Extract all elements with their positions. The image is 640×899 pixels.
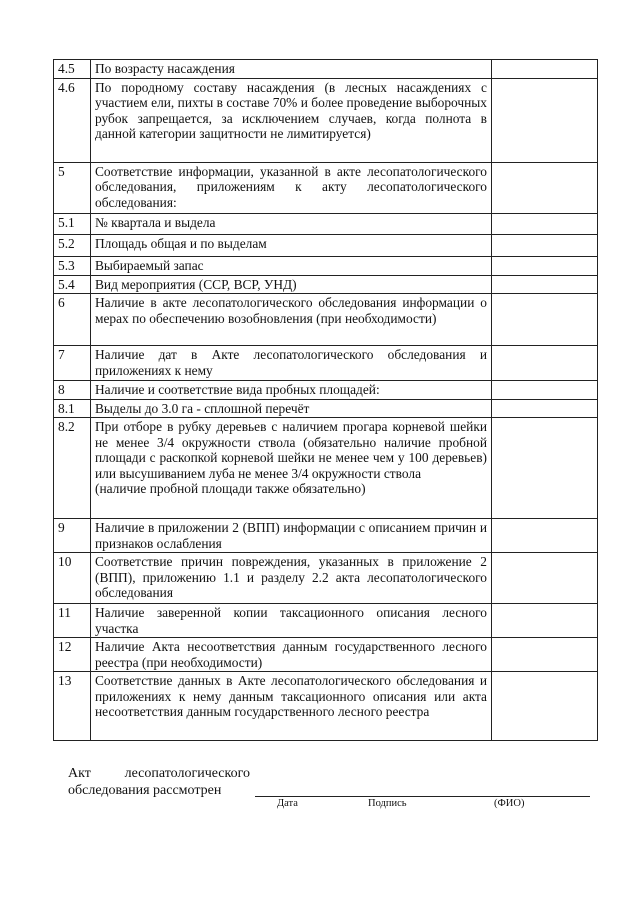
row-text: Вид мероприятия (ССР, ВСР, УНД): [91, 275, 492, 294]
row-number: 6: [54, 294, 91, 346]
row-result-cell: [492, 294, 598, 346]
row-result-cell: [492, 275, 598, 294]
row-result-cell: [492, 60, 598, 79]
row-number: 7: [54, 346, 91, 381]
row-number: 5.2: [54, 234, 91, 256]
row-result-cell: [492, 638, 598, 672]
row-result-cell: [492, 604, 598, 638]
row-result-cell: [492, 381, 598, 400]
row-number: 5: [54, 162, 91, 213]
table-row: [54, 672, 598, 741]
row-text-note: (наличие пробной площади также обязательно): [95, 481, 366, 496]
row-number: 11: [54, 604, 91, 638]
row-text: Наличие дат в Акте лесопатологического обследования и приложениях к нему: [91, 346, 492, 381]
signature-caption: Подпись: [368, 798, 407, 809]
row-number: 10: [54, 553, 91, 604]
table-row: [54, 418, 598, 519]
table-row: [54, 604, 598, 638]
table-row: [54, 553, 598, 604]
row-result-cell: [492, 519, 598, 553]
row-result-cell: [492, 418, 598, 519]
row-text: Выделы до 3.0 га - сплошной перечёт: [91, 399, 492, 418]
checklist-table: [53, 59, 598, 741]
row-number: 5.3: [54, 256, 91, 275]
row-text: Соответствие причин повреждения, указанных в приложение 2 (ВПП), приложению 1.1 и разделу 2.2 акта лесопатологического обследования: [91, 553, 492, 604]
table-row: [54, 399, 598, 418]
table-row: [54, 78, 598, 162]
full-name-caption: (ФИО): [494, 798, 525, 809]
row-number: 8.2: [54, 418, 91, 519]
row-result-cell: [492, 399, 598, 418]
row-result-cell: [492, 553, 598, 604]
review-statement: Акт лесопатологического обследования рассмотрен: [68, 766, 250, 798]
row-number: 4.6: [54, 78, 91, 162]
row-text: [91, 418, 492, 519]
row-text: Соответствие данных в Акте лесопатологического обследования и приложениях к нему данным таксационного описания или акта несоответствия данным государственного лесного реестра: [91, 672, 492, 741]
table-row: [54, 162, 598, 213]
signature-line: [255, 796, 590, 797]
row-text: По породному составу насаждения (в лесных насаждениях с участием ели, пихты в составе 70% и более проведение выборочных рубок запрещается, за исключением случаев, когда полнота в данной категории защитности не лимитируется): [91, 78, 492, 162]
row-number: 8: [54, 381, 91, 400]
row-result-cell: [492, 672, 598, 741]
table-row: [54, 294, 598, 346]
row-number: 9: [54, 519, 91, 553]
row-number: 13: [54, 672, 91, 741]
row-number: 5.4: [54, 275, 91, 294]
row-number: 5.1: [54, 213, 91, 234]
table-row: [54, 638, 598, 672]
table-row: [54, 346, 598, 381]
table-row: [54, 60, 598, 79]
row-text: Наличие Акта несоответствия данным государственного лесного реестра (при необходимости): [91, 638, 492, 672]
row-text: По возрасту насаждения: [91, 60, 492, 79]
row-text: Наличие в приложении 2 (ВПП) информации с описанием причин и признаков ослабления: [91, 519, 492, 553]
table-row: [54, 234, 598, 256]
row-text: Соответствие информации, указанной в акте лесопатологического обследования, приложениям к акту лесопатологического обследования:: [91, 162, 492, 213]
table-row: [54, 519, 598, 553]
row-number: 4.5: [54, 60, 91, 79]
row-result-cell: [492, 256, 598, 275]
row-text: № квартала и выдела: [91, 213, 492, 234]
row-text: Площадь общая и по выделам: [91, 234, 492, 256]
row-text-main: При отборе в рубку деревьев с наличием прогара корневой шейки не менее 3/4 окружности ствола (обязательно наличие пробной площади с раскопкой корневой шейки не менее чем у 100 деревьев) или высушиванием луба не менее 3/4 окружности ствола: [95, 419, 487, 481]
row-result-cell: [492, 346, 598, 381]
table-row: [54, 275, 598, 294]
row-text: Выбираемый запас: [91, 256, 492, 275]
row-result-cell: [492, 213, 598, 234]
table-row: [54, 213, 598, 234]
table-row: [54, 381, 598, 400]
table-row: [54, 256, 598, 275]
row-number: 8.1: [54, 399, 91, 418]
row-number: 12: [54, 638, 91, 672]
row-text: Наличие и соответствие вида пробных площадей:: [91, 381, 492, 400]
row-text: Наличие заверенной копии таксационного описания лесного участка: [91, 604, 492, 638]
row-text: Наличие в акте лесопатологического обследования информации о мерах по обеспечению возобновления (при необходимости): [91, 294, 492, 346]
row-result-cell: [492, 234, 598, 256]
date-caption: Дата: [277, 798, 298, 809]
row-result-cell: [492, 162, 598, 213]
row-result-cell: [492, 78, 598, 162]
